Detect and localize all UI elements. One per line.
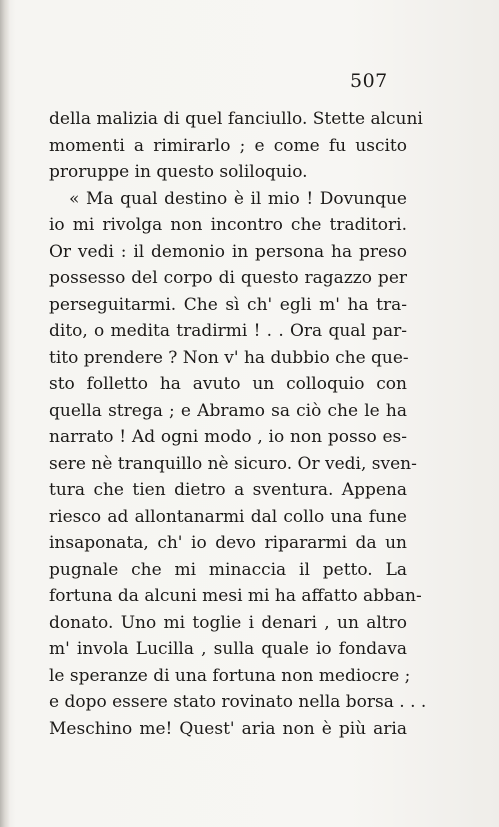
text-line: dito, o medita tradirmi ! . . Ora qual par- xyxy=(49,321,407,341)
text-line: pugnale che mi minaccia il petto. La xyxy=(49,559,407,580)
text-line: possesso del corpo di questo ragazzo per xyxy=(49,268,407,288)
text-line: e dopo essere stato rovinato nella borsa . . . xyxy=(49,692,427,712)
text-line: sto folletto ha avuto un colloquio con xyxy=(49,374,407,394)
text-line: narrato ! Ad ogni modo , io non posso es- xyxy=(49,427,407,447)
text-line: donato. Uno mi toglie i denari , un altro xyxy=(49,612,407,633)
text-line: « Ma qual destino è il mio ! Dovunque xyxy=(69,188,407,209)
text-line: insaponata, ch' io devo ripararmi da un xyxy=(49,533,407,553)
text-line: momenti a rimirarlo ; e come fu uscito xyxy=(49,135,407,156)
text-line: m' invola Lucilla , sulla quale io fondava xyxy=(49,639,407,659)
text-line: le speranze di una fortuna non mediocre ; xyxy=(49,665,411,686)
text-line: perseguitarmi. Che sì ch' egli m' ha tra- xyxy=(49,294,407,315)
text-line: Meschino me! Quest' aria non è più aria xyxy=(49,718,407,739)
body-text xyxy=(49,106,427,742)
text-line: sere nè tranquillo nè sicuro. Or vedi, sven- xyxy=(49,453,417,474)
text-line: proruppe in questo soliloquio. xyxy=(49,162,308,182)
text-line: della malizia di quel fanciullo. Stette alcuni xyxy=(49,109,423,129)
text-line: io mi rivolga non incontro che traditori. xyxy=(49,215,407,235)
text-line: tito prendere ? Non v' ha dubbio che que- xyxy=(49,347,409,368)
page-number: 507 xyxy=(350,70,388,92)
text-line: riesco ad allontanarmi dal collo una fune xyxy=(49,506,407,527)
text-line: tura che tien dietro a sventura. Appena xyxy=(49,480,407,500)
text-line: quella strega ; e Abramo sa ciò che le ha xyxy=(49,400,407,421)
text-line: fortuna da alcuni mesi mi ha affatto abban- xyxy=(49,586,422,606)
text-line: Or vedi : il demonio in persona ha preso xyxy=(49,241,407,262)
page-binding-edge xyxy=(0,0,10,827)
